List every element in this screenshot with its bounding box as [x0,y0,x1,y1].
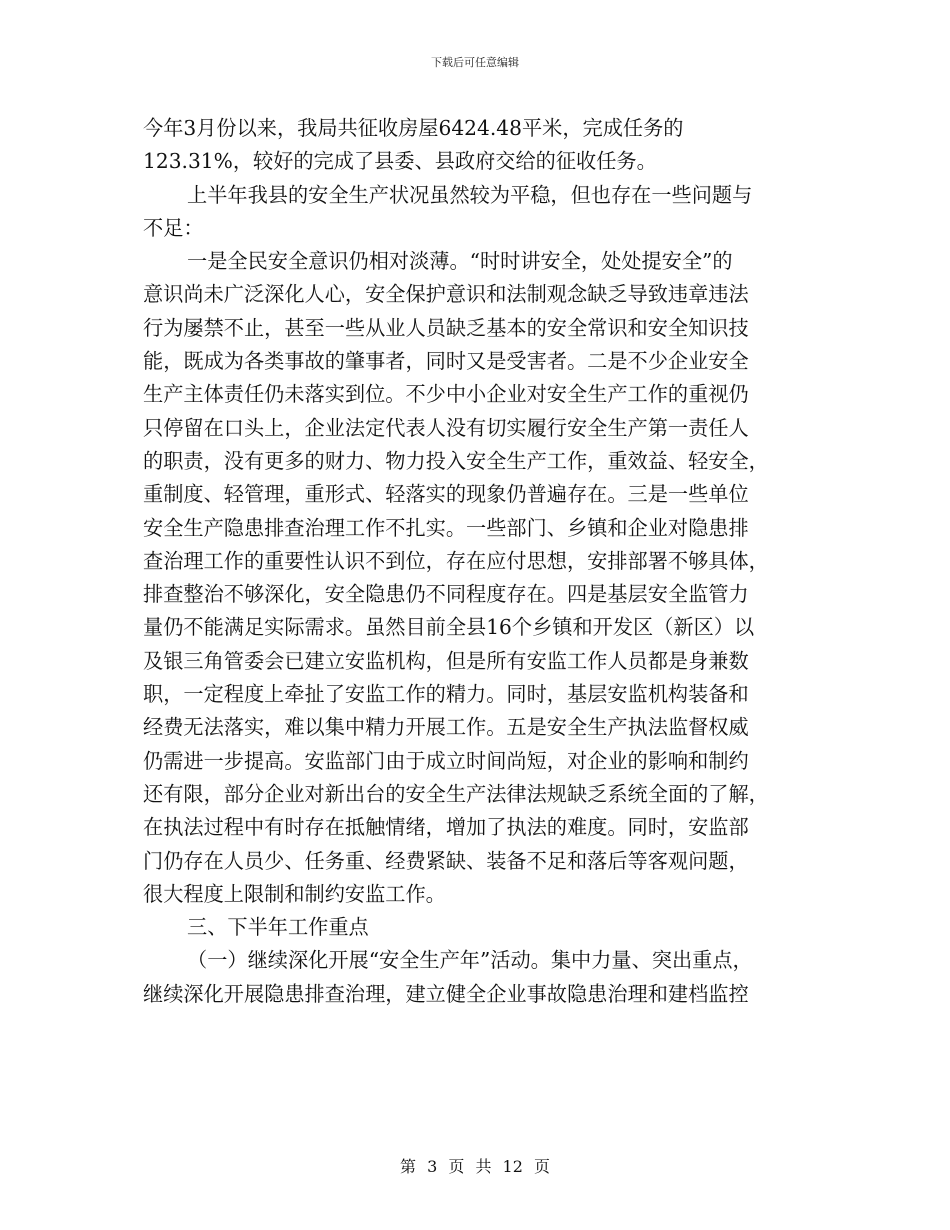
text-line: 123.31%，较好的完成了县委、县政府交给的征收任务。 [143,149,657,174]
text-line: 重制度、轻管理，重形式、轻落实的现象仍普遍存在。三是一些单位 [143,482,749,507]
text-line: 查治理工作的重要性认识不到位，存在应付思想，安排部署不够具体， [143,548,769,573]
text-line: 排查整治不够深化，安全隐患仍不同程度存在。四是基层安全监管力 [143,582,749,607]
text-line: 经费无法落实，难以集中精力开展工作。五是安全生产执法监督权威 [143,715,749,740]
text-line: 及银三角管委会已建立安监机构，但是所有安监工作人员都是身兼数 [143,648,749,673]
text-line: 上半年我县的安全生产状况虽然较为平稳，但也存在一些问题与 [187,182,753,207]
text-line: 能，既成为各类事故的肇事者，同时又是受害者。二是不少企业安全 [143,349,749,374]
text-line: 的职责，没有更多的财力、物力投入安全生产工作，重效益、轻安全， [143,448,769,473]
text-line: 还有限，部分企业对新出台的安全生产法律法规缺乏系统全面的了解， [143,781,769,806]
page-number-footer: 第 3 页 共 12 页 [400,1157,550,1176]
text-line: 生产主体责任仍未落实到位。不少中小企业对安全生产工作的重视仍 [143,382,749,407]
section-heading: 三、下半年工作重点 [187,915,369,940]
text-line: （一）继续深化开展“安全生产年”活动。集中力量、突出重点， [187,948,753,973]
text-line: 门仍存在人员少、任务重、经费紧缺、装备不足和落后等客观问题， [143,848,749,873]
text-line: 在执法过程中有时存在抵触情绪，增加了执法的难度。同时，安监部 [143,815,749,840]
text-line: 今年3月份以来，我局共征收房屋6424.48平米，完成任务的 [143,116,684,140]
text-line: 行为屡禁不止，甚至一些从业人员缺乏基本的安全常识和安全知识技 [143,315,749,340]
text-line: 只停留在口头上，企业法定代表人没有切实履行安全生产第一责任人 [143,415,749,440]
text-line: 继续深化开展隐患排查治理，建立健全企业事故隐患治理和建档监控 [143,981,749,1006]
text-line: 职，一定程度上牵扯了安监工作的精力。同时，基层安监机构装备和 [143,682,749,707]
text-line: 量仍不能满足实际需求。虽然目前全县16个乡镇和开发区（新区）以 [143,615,755,640]
text-line: 安全生产隐患排查治理工作不扎实。一些部门、乡镇和企业对隐患排 [143,515,749,540]
text-line: 意识尚未广泛深化人心，安全保护意识和法制观念缺乏导致违章违法 [143,282,749,307]
text-line: 一是全民安全意识仍相对淡薄。“时时讲安全，处处提安全”的 [187,249,733,274]
text-line: 不足： [143,215,204,240]
document-body [143,112,809,1011]
page-header-note: 下载后可任意编辑 [431,56,519,69]
text-line: 仍需进一步提高。安监部门由于成立时间尚短，对企业的影响和制约 [143,748,749,773]
text-line: 很大程度上限制和制约安监工作。 [143,881,446,906]
